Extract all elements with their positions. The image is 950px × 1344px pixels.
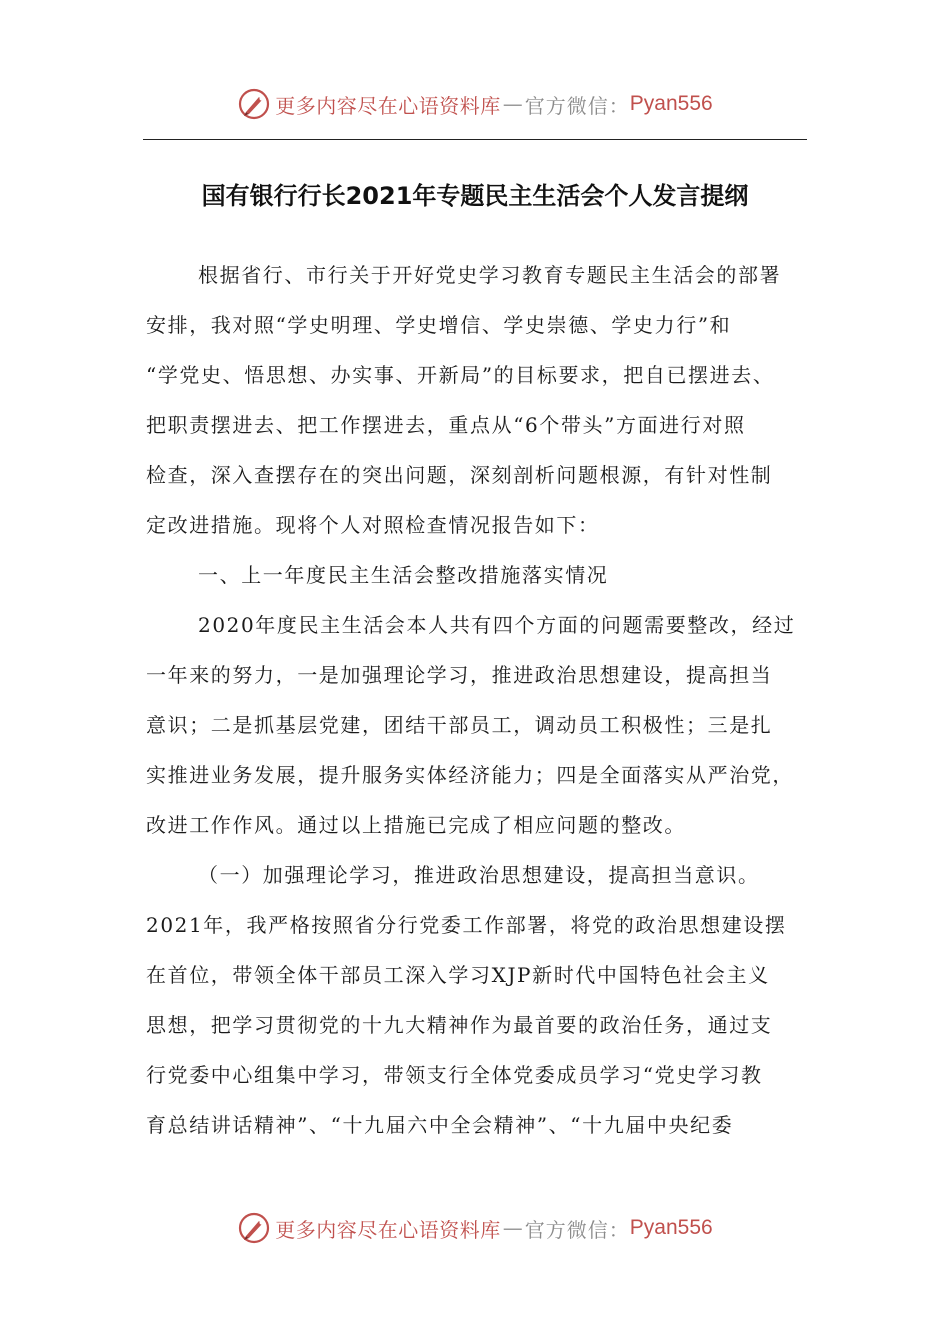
text-line: 2020年度民主生活会本人共有四个方面的问题需要整改，经过 bbox=[198, 613, 796, 637]
pen-logo-icon bbox=[237, 1211, 271, 1245]
text-line: 一年来的努力，一是加强理论学习，推进政治思想建设，提高担当 bbox=[146, 663, 773, 687]
watermark-banner-bottom bbox=[0, 1208, 950, 1248]
text-line: 定改进措施。现将个人对照检查情况报告如下： bbox=[146, 513, 600, 537]
text-line: 育总结讲话精神”、“十九届六中全会精神”、“十九届中央纪委 bbox=[146, 1113, 734, 1137]
text-line: 把职责摆进去、把工作摆进去，重点从“6个带头”方面进行对照 bbox=[146, 413, 746, 437]
document-title: 国有银行行长2021年专题民主生活会个人发言提纲 bbox=[201, 182, 749, 210]
text-line: 根据省行、市行关于开好党史学习教育专题民主生活会的部署 bbox=[198, 263, 782, 287]
text-line: 行党委中心组集中学习，带领支行全体党委成员学习“党史学习教 bbox=[146, 1063, 763, 1087]
watermark-dash: — bbox=[502, 92, 523, 116]
text-line: 检查，深入查摆存在的突出问题，深刻剖析问题根源，有针对性制 bbox=[146, 463, 773, 487]
text-line: 实推进业务发展，提升服务实体经济能力；四是全面落实从严治党， bbox=[146, 763, 794, 787]
watermark-sub-text: 官方微信： bbox=[524, 93, 630, 118]
text-line: 一、上一年度民主生活会整改措施落实情况 bbox=[198, 563, 609, 587]
text-line: 2021年，我严格按照省分行党委工作部署，将党的政治思想建设摆 bbox=[146, 913, 787, 937]
text-line: 改进工作作风。通过以上措施已完成了相应问题的整改。 bbox=[146, 813, 686, 837]
text-line: 安排，我对照“学史明理、学史增信、学史崇德、学史力行”和 bbox=[146, 313, 732, 337]
text-line: 思想，把学习贯彻党的十九大精神作为最首要的政治任务，通过支 bbox=[146, 1013, 773, 1037]
text-line: 在首位，带领全体干部员工深入学习XJP新时代中国特色社会主义 bbox=[146, 963, 770, 987]
text-line: 意识；二是抓基层党建，团结干部员工，调动员工积极性；三是扎 bbox=[146, 713, 773, 737]
watermark-sub-text: 官方微信： bbox=[524, 1217, 630, 1242]
watermark-wechat-id: Pyan556 bbox=[629, 92, 713, 115]
text-line: （一）加强理论学习，推进政治思想建设，提高担当意识。 bbox=[198, 863, 760, 887]
document-body bbox=[146, 250, 806, 1150]
watermark-banner-top bbox=[0, 84, 950, 124]
watermark-wechat-id: Pyan556 bbox=[629, 1216, 713, 1239]
header-divider bbox=[143, 139, 807, 140]
watermark-main-text: 更多内容尽在心语资料库 bbox=[275, 93, 501, 118]
watermark-main-text: 更多内容尽在心语资料库 bbox=[275, 1217, 501, 1242]
watermark-dash: — bbox=[502, 1216, 523, 1240]
text-line: “学党史、悟思想、办实事、开新局”的目标要求，把自已摆进去、 bbox=[146, 363, 775, 387]
pen-logo-icon bbox=[237, 87, 271, 121]
